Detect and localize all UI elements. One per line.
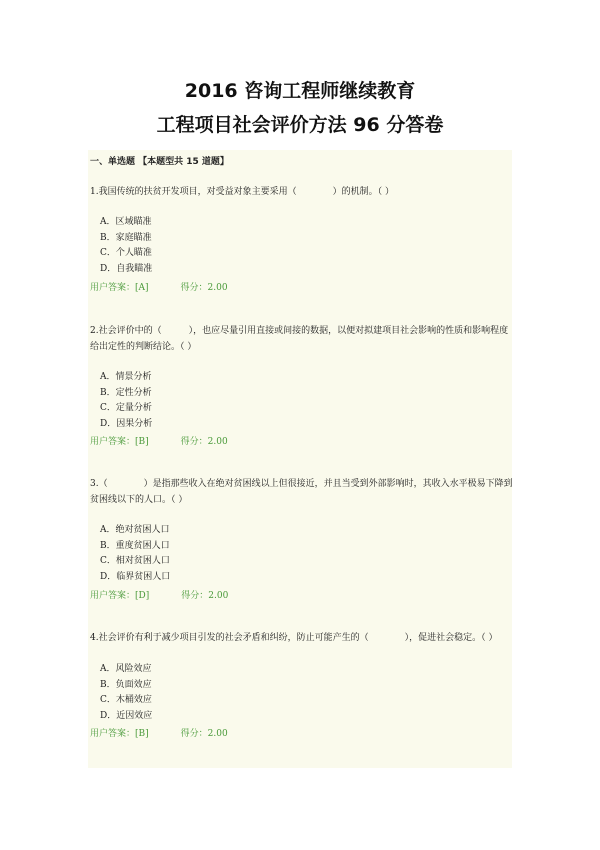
- document-title: 2016 咨询工程师继续教育: [184, 80, 416, 102]
- option-c: C．相对贫困人口: [100, 556, 170, 566]
- score: 得分：2.00: [181, 591, 229, 601]
- option-b: B．家庭瞄准: [100, 232, 152, 243]
- score: 得分：2.00: [180, 437, 228, 447]
- option-c: C．木桶效应: [100, 695, 152, 705]
- question-3-options: [100, 523, 170, 585]
- option-b: B．重度贫困人口: [100, 540, 170, 551]
- question-1-result: [90, 280, 228, 293]
- option-a: A．风险效应: [100, 664, 152, 674]
- option-a: A．区域瞄准: [100, 217, 152, 227]
- question-3-result: [90, 588, 228, 601]
- question-4: [90, 630, 514, 646]
- option-c: C．定量分析: [100, 403, 152, 413]
- option-d: D．自我瞄准: [100, 263, 153, 274]
- question-2-options: [100, 370, 152, 432]
- option-b: B．负面效应: [100, 679, 152, 690]
- question-text: 3.（ ）是指那些收入在绝对贫困线以上但很接近，并且当受到外部影响时，其收入水平极易下降到贫困线以下的人口。（ ）: [90, 479, 513, 505]
- score: 得分：2.00: [180, 283, 228, 293]
- question-2: [90, 323, 514, 355]
- user-answer: 用户答案：[D]: [90, 591, 150, 601]
- question-2-result: [90, 434, 228, 447]
- user-answer: 用户答案：[B]: [90, 437, 149, 447]
- option-a: A．绝对贫困人口: [100, 525, 170, 535]
- question-4-options: [100, 662, 152, 724]
- user-answer: 用户答案：[B]: [90, 729, 149, 739]
- question-text: 1.我国传统的扶贫开发项目，对受益对象主要采用（ ）的机制。（ ）: [90, 187, 394, 197]
- question-4-result: [90, 726, 228, 739]
- question-1: [90, 184, 514, 200]
- option-d: D．因果分析: [100, 418, 153, 429]
- option-c: C．个人瞄准: [100, 248, 152, 258]
- option-d: D．近因效应: [100, 710, 153, 721]
- section-heading: 一、单选题 【本题型共 15 道题】: [90, 157, 229, 167]
- option-a: A．情景分析: [100, 372, 152, 382]
- score: 得分：2.00: [180, 729, 228, 739]
- question-text: 2.社会评价中的（ ），也应尽量引用直接或间接的数据，以便对拟建项目社会影响的性质和影响程度给出定性的判断结论。（ ）: [90, 326, 509, 352]
- question-1-options: [100, 215, 152, 277]
- question-3: [90, 476, 514, 508]
- document-subtitle: 工程项目社会评价方法 96 分答卷: [156, 114, 444, 136]
- option-b: B．定性分析: [100, 387, 152, 398]
- user-answer: 用户答案：[A]: [90, 283, 149, 293]
- question-text: 4.社会评价有利于减少项目引发的社会矛盾和纠纷，防止可能产生的（ ），促进社会稳定。（ ）: [90, 633, 498, 643]
- option-d: D．临界贫困人口: [100, 571, 171, 582]
